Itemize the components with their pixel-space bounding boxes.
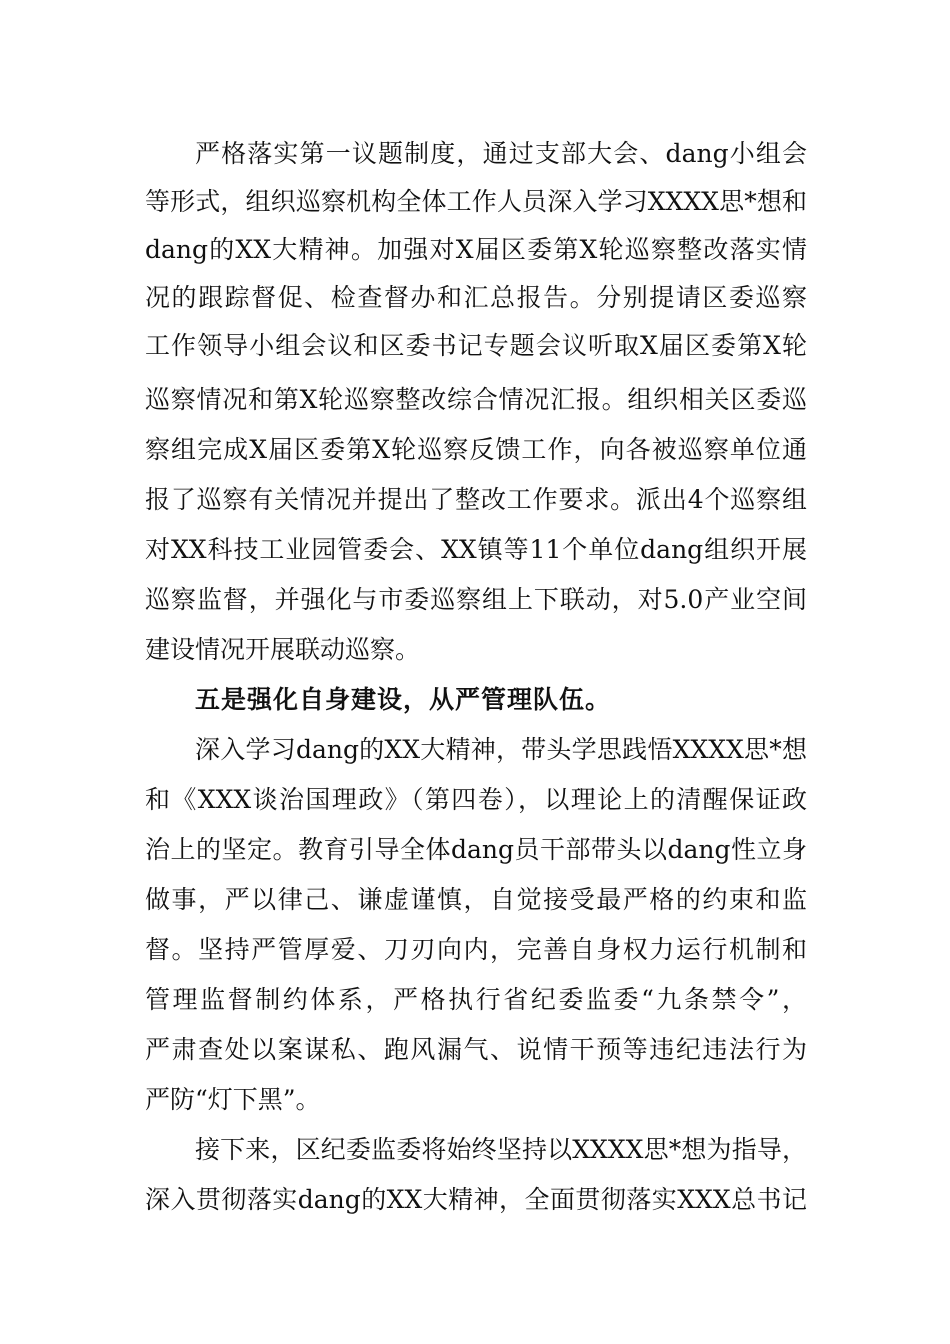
paragraph-line: 严防“灯下黑”。: [145, 1085, 321, 1114]
paragraph-line: 管理监督制约体系，严格执行省纪委监委“九条禁令”，: [145, 985, 807, 1014]
paragraph-line: 建设情况开展联动巡察。: [145, 635, 421, 664]
paragraph-line: 深入学习dang的XX大精神，带头学思践悟XXXX思*想: [195, 735, 807, 764]
paragraph-line: 工作领导小组会议和区委书记专题会议听取X届区委第X轮: [145, 331, 807, 360]
paragraph-line: 报了巡察有关情况并提出了整改工作要求。派出4个巡察组: [145, 485, 807, 514]
paragraph-line: 对XX科技工业园管委会、XX镇等11个单位dang组织开展: [145, 535, 807, 564]
paragraph-line: 等形式，组织巡察机构全体工作人员深入学习XXXX思*想和: [145, 187, 807, 216]
section-heading: 五是强化自身建设，从严管理队伍。: [195, 685, 612, 714]
paragraph-line: 严肃查处以案谋私、跑风漏气、说情干预等违纪违法行为: [145, 1035, 807, 1064]
paragraph-line: 巡察情况和第X轮巡察整改综合情况汇报。组织相关区委巡: [145, 385, 807, 414]
paragraph-line: 况的跟踪督促、检查督办和汇总报告。分别提请区委巡察: [145, 283, 807, 312]
paragraph-line: dang的XX大精神。加强对X届区委第X轮巡察整改落实情: [145, 235, 807, 264]
paragraph-line: 深入贯彻落实dang的XX大精神，全面贯彻落实XXX总书记: [145, 1185, 807, 1214]
paragraph-line: 严格落实第一议题制度，通过支部大会、dang小组会: [195, 139, 807, 168]
paragraph-line: 接下来，区纪委监委将始终坚持以XXXX思*想为指导，: [195, 1135, 807, 1164]
paragraph-line: 治上的坚定。教育引导全体dang员干部带头以dang性立身: [145, 835, 807, 864]
paragraph-line: 督。坚持严管厚爱、刀刃向内，完善自身权力运行机制和: [145, 935, 807, 964]
paragraph-line: 巡察监督，并强化与市委巡察组上下联动，对5.0产业空间: [145, 585, 807, 614]
paragraph-line: 做事，严以律己、谦虚谨慎，自觉接受最严格的约束和监: [145, 885, 807, 914]
paragraph-line: 察组完成X届区委第X轮巡察反馈工作，向各被巡察单位通: [145, 435, 807, 464]
paragraph-line: 和《XXX谈治国理政》（第四卷），以理论上的清醒保证政: [145, 785, 807, 814]
